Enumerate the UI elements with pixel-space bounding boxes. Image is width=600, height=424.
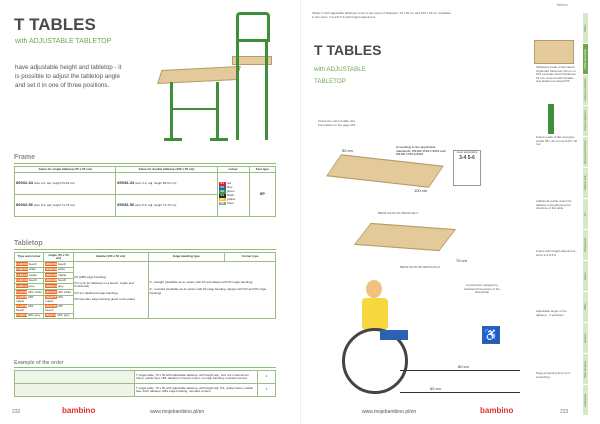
order-qty: 1 [258, 384, 276, 397]
tabletop-code: 1DMC08 [45, 278, 58, 283]
tabletop-code: 1DMC09 [45, 272, 58, 277]
page-number-left: 232 [12, 409, 21, 415]
tabletop-code: 1AMC09 [16, 272, 28, 277]
edge-type: PU (only for tabletops in a beech, maple and birchwood) [74, 280, 134, 289]
left-subtitle: with ADJUSTABLE TABLETOP [15, 38, 112, 45]
colour-name: blue [226, 185, 233, 190]
sidebar-item[interactable]: Office [583, 291, 588, 322]
colour-code: 08 [220, 200, 224, 205]
colour-name: yellow [226, 197, 236, 201]
corner-type: P - straight (available as an option with PA and always with PU edge banding) [149, 279, 253, 284]
frame-desc: (size 3-4, adj. height 53-64 cm) [33, 180, 76, 185]
info-note: Check the current table size information on the page 151 [318, 119, 356, 127]
right-title: T TABLES [314, 42, 382, 58]
frame-col-single: frame for single tabletop (70 x 50 cm) [15, 167, 116, 173]
dim-50cm: 50 cm [342, 148, 353, 153]
tabletop-code: 1AHP08 [16, 304, 28, 309]
detail-note: Pegs protecting floor from scratching [536, 371, 571, 379]
tabletop-name: white [28, 267, 36, 272]
wheelchair-illustration [340, 280, 410, 400]
tabletop-name: HPL maple [16, 295, 34, 303]
accessibility-icon: ♿ [483, 328, 499, 342]
left-intro: have adjustable height and tabletop - it is possible to adjust the tabletop angle and set it in one of three positions. [15, 64, 122, 89]
feet-type: SP [249, 172, 275, 216]
tabletop-header: Edge banding type [148, 253, 224, 262]
detail-note: Additional profile under the tabletop strengthening the structure of the table [536, 199, 572, 211]
frame-col-double: frame for double tabletop (100 x 50 cm) [116, 167, 217, 173]
tabletop-code: 1AMC00 [16, 261, 28, 266]
tabletop-code: 1DHP11 [45, 313, 57, 318]
brand-logo-right: bambino [480, 406, 514, 415]
table-photo [150, 10, 280, 150]
tabletop-header: Corner type [225, 253, 276, 262]
order-qty: 1 [258, 371, 276, 384]
table-illustration-bottom [354, 223, 456, 251]
frame-col-feet: Feet type [249, 167, 275, 173]
footer-url-right[interactable]: www.mojebambino.pl/en [362, 409, 417, 415]
tabletop-name: HPL grey [57, 313, 70, 318]
colour-name: red [226, 181, 232, 186]
tabletop-section-title: Tabletop [14, 240, 43, 247]
frame-section-title: Frame [14, 154, 36, 161]
tabletop-code: 1DMC11 [45, 283, 57, 288]
dim-70cm: 70 cm [456, 258, 467, 263]
tabletop-name: HPL beech [16, 304, 34, 312]
size-values: 3-4 5-6 [459, 154, 475, 161]
frame-code: 89032-56 [16, 201, 33, 207]
frame-code: 89032-34 [16, 179, 33, 185]
tabletop-code: 1DMC03 [45, 267, 58, 272]
construction-note: Construction adapted to standard dimensions of the wheelchair [463, 283, 501, 295]
page-number-right: 233 [560, 409, 569, 415]
sidebar-item[interactable]: Sports [583, 260, 588, 291]
tabletop-code: 1AHP05 [16, 295, 28, 300]
sidebar-item[interactable]: Outdoor [583, 322, 588, 353]
tabletop-name: grey [57, 283, 64, 288]
detail-note: Frame made of flat oval pipe, profile 38 x 20 mm and 20 x 40 mm [536, 135, 578, 147]
size-badge [453, 150, 481, 186]
detail-note: Frame with height adjustment - sizes 3-4 & 5-6 [536, 249, 578, 257]
tabletop-name: beech [57, 278, 67, 283]
tabletop-name: beech [57, 261, 67, 266]
tabletop-code: 1AMC08 [16, 278, 28, 283]
tabletop-code: 1AMC03 [16, 267, 28, 272]
tabletop-name: HPL white [28, 289, 42, 294]
tabletop-name: HPL beech [45, 304, 64, 312]
tabletop-code: 1AMC11 [16, 283, 28, 288]
size-label: steel adjustable [456, 150, 478, 154]
tabletop-code: 1DMC00 [45, 261, 58, 266]
detail-note: Tabletops made of laminated chipboard thickness 18 mm or HPL laminate board thickness 18 mm covered with durable and elastic eco-board PS [536, 65, 577, 84]
right-desc: Tables T with adjustable tabletops come in two sizes of tabletops: 70 x 50 cm and 100 x 50 cm. Available in two sizes: 3-4 and 5-6 with height adjustment. [312, 11, 451, 19]
sidebar-item[interactable]: Other products [583, 353, 588, 384]
sidebar-item[interactable]: Classroom furniture [583, 74, 588, 105]
colour-name: silver [226, 200, 234, 205]
tabletop-name: maple [57, 272, 67, 277]
sidebar-item[interactable]: Tables and chairs [583, 43, 588, 74]
order-row [15, 371, 276, 384]
tabletop-code: 1DHP03 [45, 289, 57, 294]
colour-code: 06 [220, 197, 224, 201]
order-section-title: Example of the order [14, 360, 64, 366]
left-title: T TABLES [14, 15, 96, 34]
order-row [15, 384, 276, 397]
frame-table [14, 166, 276, 217]
tabletop-code: 1AHP11 [16, 313, 28, 318]
edge-type: PO (no additional edge banding) [74, 290, 118, 295]
tabletop-name: white [57, 267, 65, 272]
sidebar-item[interactable]: Catalogues [583, 384, 588, 415]
product-code-2: 89032-56-05-SP-0MC00-06-Z [400, 265, 440, 269]
tabletop-name: beech [28, 261, 37, 266]
sidebar-item[interactable]: Playgrounds [583, 229, 588, 260]
tabletop-name: HPL maple [45, 295, 64, 303]
order-desc: T single table, 70 x 50 with adjustable tabletop, with height adj. 5-6, yellow frame, plastic feet, birch tabletop, ABS edge banding, rounded corners [135, 384, 258, 397]
tabletop-code: 1DHP05 [45, 295, 57, 300]
dim-80cm: 80 cm [458, 364, 469, 369]
order-desc: T single table, 70 x 50 with adjustable tabletop, with height adj., size 3-4 in aluminium frame, plastic feet, HPL tabletop in beech colour, no edge banding, rounded corners [135, 371, 258, 384]
frame-col-colour: colour [217, 167, 249, 173]
table-illustration-top [326, 154, 444, 187]
tabletop-header: double (100 x 50 cm) [73, 253, 148, 262]
tabletop-name: HPL grey [28, 313, 41, 318]
header-tab[interactable]: Tables [556, 2, 568, 7]
sidebar-item[interactable]: Educational furniture [583, 136, 588, 167]
edge-type: PA (ABS edge banding) [74, 274, 106, 279]
category-sidebar [583, 12, 600, 415]
brand-logo-left: bambino [62, 406, 96, 415]
right-subtitle: with ADJUSTABLE TABLETOP [314, 66, 366, 85]
product-code-1: 89033-34-00-CP-0MC03-04-T [378, 211, 419, 215]
colour-option [219, 202, 248, 205]
corner-type: Z - rounded (available as an option with PA edge banding, always with PO and PD edge banding) [149, 287, 267, 295]
tabletop-header: Type and colour [15, 253, 44, 262]
frame-desc: (size 3-4, adj. height 55-64 cm) [135, 180, 177, 185]
edge-type: PD (wooden edge banding glued to the plate) [74, 297, 135, 302]
sidebar-item[interactable]: School equipment [583, 105, 588, 136]
tabletop-table [14, 252, 276, 319]
frame-desc: (size 5-6, adj. height 71-76 cm) [33, 202, 76, 207]
colour-name: green [226, 189, 235, 194]
tabletop-name: HPL white [57, 289, 71, 294]
sidebar-item[interactable]: Art [583, 198, 588, 229]
dim-100cm: 100 cm [414, 188, 428, 193]
colour-name: black [226, 193, 234, 198]
detail-note: Adjustable angle of the tabletop - 3 positions [536, 309, 567, 317]
colour-code: 03 [220, 189, 224, 194]
footer-url-left[interactable]: www.mojebambino.pl/en [150, 409, 205, 415]
tabletop-header: single (70 x 50 cm) [44, 253, 73, 262]
colour-code: 02 [220, 185, 224, 190]
frame-desc: (size 5-6, adj. height 71-76 cm) [135, 202, 177, 207]
colour-code: 04 [220, 193, 224, 198]
dim-60cm: 60 cm [430, 386, 441, 391]
sidebar-item[interactable]: Tables [583, 12, 588, 43]
standard-note: According to the applicable standards: PN-EN 1729-1:2016 and PN-EN 1729-2:2016 [396, 145, 446, 157]
tabletop-name: beech [28, 278, 37, 283]
sidebar-item[interactable]: Didactic aids [583, 167, 588, 198]
colour-code: 01 [220, 181, 224, 186]
frame-code: 89033-56 [117, 201, 135, 207]
tabletop-name: grey [28, 283, 35, 288]
frame-code: 89033-34 [117, 179, 135, 185]
order-table [14, 370, 276, 397]
tabletop-name: maple [28, 272, 37, 277]
tabletop-code: 1DHP08 [45, 304, 57, 309]
colour-list [219, 182, 248, 205]
tabletop-code: 1AHP03 [16, 289, 28, 294]
